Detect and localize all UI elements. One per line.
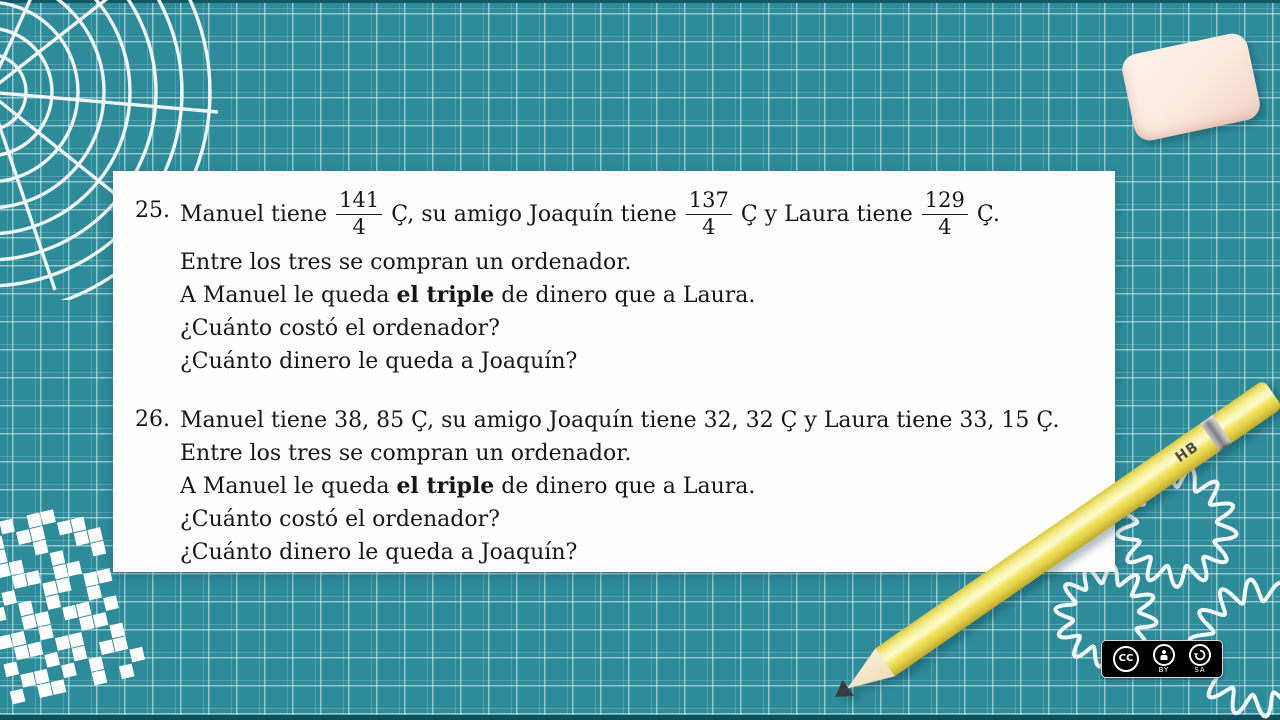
problem-number: 26. (135, 407, 170, 432)
problems-card (113, 171, 1115, 572)
fraction: $\frac{129}{4}$ (922, 189, 968, 239)
cc-license-badge (1101, 640, 1223, 678)
problem-25 (113, 185, 1115, 378)
problem-26-line-1: Manuel tiene 38, 85 Ç, su amigo Joaquín tiene 32, 32 Ç y Laura tiene 33, 15 Ç. (180, 408, 1060, 433)
problem-26-line-4: ¿Cuánto costó el ordenador? (180, 507, 500, 532)
problem-number: 25. (135, 198, 170, 223)
share-alike-icon: SA (1189, 644, 1211, 674)
problem-26-line-2: Entre los tres se compran un ordenador. (180, 441, 632, 466)
problem-26 (113, 404, 1115, 569)
problem-25-line-3: A Manuel le queda el triple de dinero que a Laura. (180, 282, 756, 308)
problem-26-line-5: ¿Cuánto dinero le queda a Joaquín? (180, 540, 578, 565)
problem-26-line-3: A Manuel le queda el triple de dinero que a Laura. (180, 473, 756, 499)
fraction: $\frac{141}{4}$ (336, 189, 382, 239)
top-edge-strip (0, 0, 1280, 3)
problem-25-line-4: ¿Cuánto costó el ordenador? (180, 316, 500, 341)
bottom-edge-strip (0, 715, 1280, 720)
fraction: $\frac{137}{4}$ (686, 189, 732, 239)
problem-25-line-2: Entre los tres se compran un ordenador. (180, 250, 632, 275)
cc-icon: CC (1113, 646, 1139, 672)
attribution-icon: BY (1153, 644, 1175, 674)
problem-25-line-1: Manuel tiene $\frac{141}{4}$ Ç, su amigo Joaquín tiene $\frac{137}{4}$ Ç y Laura tiene $\frac{129}{4}$ Ç. (180, 187, 1000, 239)
pencil-grade-label: HB (1172, 439, 1202, 467)
pencil-ferrule (1200, 415, 1232, 451)
problem-25-line-5: ¿Cuánto dinero le queda a Joaquín? (180, 349, 578, 374)
